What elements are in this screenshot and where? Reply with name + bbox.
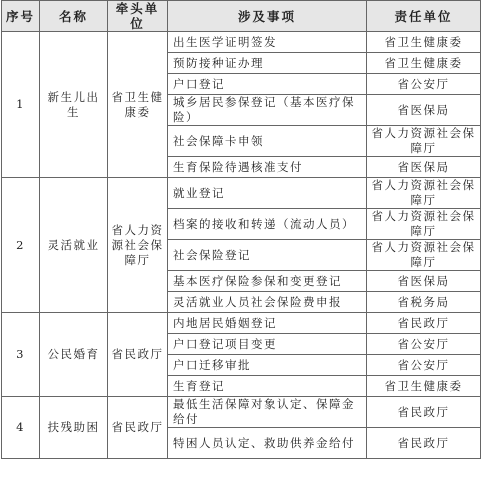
item-cell: 基本医疗保险参保和变更登记 — [168, 271, 367, 292]
responsible-unit-cell: 省医保局 — [367, 95, 481, 126]
group-number: 4 — [2, 397, 40, 459]
responsible-unit-cell: 省医保局 — [367, 271, 481, 292]
table-row — [2, 313, 481, 334]
item-cell: 生育登记 — [168, 376, 367, 397]
responsible-unit-cell: 省人力资源社会保障厅 — [367, 126, 481, 157]
responsible-unit-cell: 省医保局 — [367, 157, 481, 178]
group-number: 1 — [2, 32, 40, 178]
responsible-unit-cell: 省卫生健康委 — [367, 53, 481, 74]
responsible-unit-cell: 省公安厅 — [367, 334, 481, 355]
group-number: 3 — [2, 313, 40, 397]
item-cell: 生育保险待遇核准支付 — [168, 157, 367, 178]
responsible-unit-cell: 省卫生健康委 — [367, 376, 481, 397]
responsible-unit-cell: 省公安厅 — [367, 74, 481, 95]
header-responsible-unit: 责任单位 — [367, 1, 481, 32]
item-cell: 户口迁移审批 — [168, 355, 367, 376]
group-name: 公民婚育 — [40, 313, 108, 397]
item-cell: 户口登记项目变更 — [168, 334, 367, 355]
item-cell: 就业登记 — [168, 178, 367, 209]
group-lead-unit: 省人力资源社会保障厅 — [108, 178, 168, 313]
table-row — [2, 32, 481, 53]
header-items: 涉及事项 — [168, 1, 367, 32]
group-lead-unit: 省民政厅 — [108, 397, 168, 459]
table-row — [2, 178, 481, 209]
header-no: 序号 — [2, 1, 40, 32]
header-lead-unit: 牵头单位 — [108, 1, 168, 32]
item-cell: 社会保障卡申领 — [168, 126, 367, 157]
responsible-unit-cell: 省税务局 — [367, 292, 481, 313]
group-lead-unit: 省民政厅 — [108, 313, 168, 397]
header-name: 名称 — [40, 1, 108, 32]
responsible-unit-cell: 省人力资源社会保障厅 — [367, 209, 481, 240]
item-cell: 内地居民婚姻登记 — [168, 313, 367, 334]
group-number: 2 — [2, 178, 40, 313]
responsible-unit-cell: 省民政厅 — [367, 313, 481, 334]
item-cell: 灵活就业人员社会保险费申报 — [168, 292, 367, 313]
header-row — [2, 1, 481, 32]
group-lead-unit: 省卫生健康委 — [108, 32, 168, 178]
responsible-unit-cell: 省人力资源社会保障厅 — [367, 240, 481, 271]
responsible-unit-cell: 省民政厅 — [367, 397, 481, 428]
item-cell: 最低生活保障对象认定、保障金给付 — [168, 397, 367, 428]
item-cell: 档案的接收和转递（流动人员） — [168, 209, 367, 240]
group-name: 扶残助困 — [40, 397, 108, 459]
item-cell: 户口登记 — [168, 74, 367, 95]
services-table — [1, 0, 481, 459]
item-cell: 出生医学证明签发 — [168, 32, 367, 53]
item-cell: 社会保险登记 — [168, 240, 367, 271]
item-cell: 特困人员认定、救助供养金给付 — [168, 428, 367, 459]
responsible-unit-cell: 省卫生健康委 — [367, 32, 481, 53]
item-cell: 预防接种证办理 — [168, 53, 367, 74]
responsible-unit-cell: 省民政厅 — [367, 428, 481, 459]
item-cell: 城乡居民参保登记（基本医疗保险） — [168, 95, 367, 126]
responsible-unit-cell: 省人力资源社会保障厅 — [367, 178, 481, 209]
table-row — [2, 397, 481, 428]
group-name: 新生儿出生 — [40, 32, 108, 178]
group-name: 灵活就业 — [40, 178, 108, 313]
responsible-unit-cell: 省公安厅 — [367, 355, 481, 376]
